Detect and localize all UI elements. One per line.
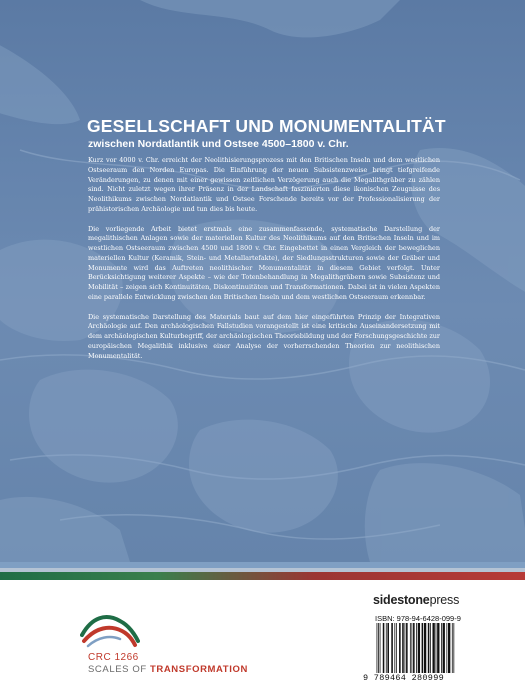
barcode-bar	[399, 623, 401, 673]
barcode-bar	[422, 623, 424, 673]
barcode-bar	[446, 623, 447, 673]
barcode-bar	[441, 623, 442, 673]
publisher-name-bold: sidestone	[373, 593, 430, 607]
barcode-bar	[402, 623, 404, 673]
barcode-bar	[428, 623, 430, 673]
barcode-bar	[424, 623, 426, 673]
blurb-text	[88, 156, 440, 371]
blurb-paragraph: Die vorliegende Arbeit bietet erstmals eine zusammenfassende, systematische Darstellung der megalithischen Anlagen sowie der materiellen Kultur des Neolithikums auf den Britischen Inseln und im westlichen Ostseeraum zwischen 4500 und 1800 v. Chr. Eingebettet in einen Vergleich der beweglichen materiellen Kultur (Keramik, Stein- und Metallartefakte), der Siedlungsstrukturen sowie der Gräber und Monumente wird das Auftreten neolithischer Monumentalität in diesem Gebiet verfolgt. Unter Berücksichtigung weiterer Aspekte – wie der Totenbehandlung in Megalithgräbern sowie Subsistenz und Mobilität – zeigen sich Kontinuitäten, Diskontinuitäten und Transformationen. Dabei ist in vielen Aspekten eine parallele Entwicklung zwischen den Britischen Inseln und dem westlichen Ostseeraum erkennbar.	[88, 224, 440, 301]
barcode-bar	[413, 623, 415, 673]
scales-highlight: TRANSFORMATION	[149, 664, 248, 675]
blurb-paragraph: Kurz vor 4000 v. Chr. erreicht der Neolithisierungsprozess mit den Britischen Inseln und dem westlichen Ostseeraum den Norden Europas. Die Einführung der neuen Subsistenzweise bringt tiefgreifende Veränderungen, zu denen mit einer gewissen zeitlichen Verzögerung auch die Megalithgräber zu zählen sind. Nicht zuletzt wegen ihrer Präsenz in der Landschaft faszinierten diese ikonischen Zeugnisse des Neolithikums zwischen Nordatlantik und Ostsee Forschende bereits vor der Professionalisierung der prähistorischen Archäologie und tun dies bis heute.	[88, 156, 440, 213]
barcode-bar	[448, 623, 450, 673]
barcode-bar	[416, 623, 417, 673]
barcode-bar	[443, 623, 445, 673]
scales-label	[88, 664, 248, 675]
barcode-bar	[391, 623, 393, 673]
blurb-paragraph: Die systematische Darstellung des Materials baut auf dem hier eingeführten Prinzip der Integrativen Archäologie auf. Den archäologischen Fallstudien vorangestellt ist eine kritische Auseinandersetzung mit dem archäologischen Kulturbegriff, der archäologischen Theoriebildung und der Forschungsgeschichte zur europäischen Megalithik inklusive einer Analyse der vorherrschenden Theorien zur neolithischen Monumentalität.	[88, 312, 440, 360]
isbn-label: ISBN: 978-94-6428-099-9	[375, 614, 461, 623]
crc-logo-icon	[80, 611, 140, 649]
barcode-bar	[396, 623, 397, 673]
barcode-bar	[432, 623, 434, 673]
barcode-bar	[437, 623, 439, 673]
barcode-bar	[412, 623, 413, 673]
barcode-number: 9 789464 280999	[363, 673, 445, 683]
stripe-green-red	[0, 572, 525, 580]
barcode-bar	[410, 623, 411, 673]
barcode-bar	[383, 623, 385, 673]
barcode-bar	[406, 623, 408, 673]
barcode-bar	[378, 623, 379, 673]
barcode-bar	[453, 623, 454, 673]
barcode-bar	[452, 623, 453, 673]
barcode-bar	[430, 623, 431, 673]
barcode	[375, 623, 455, 673]
crc-label: CRC 1266	[88, 652, 139, 663]
barcode-bar	[418, 623, 420, 673]
book-title: GESELLSCHAFT UND MONUMENTALITÄT	[87, 116, 446, 136]
book-subtitle: zwischen Nordatlantik und Ostsee 4500–1800 v. Chr.	[88, 138, 349, 150]
barcode-bar	[380, 623, 381, 673]
barcode-bar	[377, 623, 378, 673]
scales-prefix: SCALES OF	[88, 664, 150, 675]
barcode-bar	[436, 623, 437, 673]
publisher-name	[373, 593, 459, 607]
barcode-bar	[394, 623, 395, 673]
publisher-name-regular: press	[429, 593, 460, 607]
barcode-bar	[386, 623, 387, 673]
barcode-bar	[405, 623, 406, 673]
barcode-bar	[387, 623, 389, 673]
